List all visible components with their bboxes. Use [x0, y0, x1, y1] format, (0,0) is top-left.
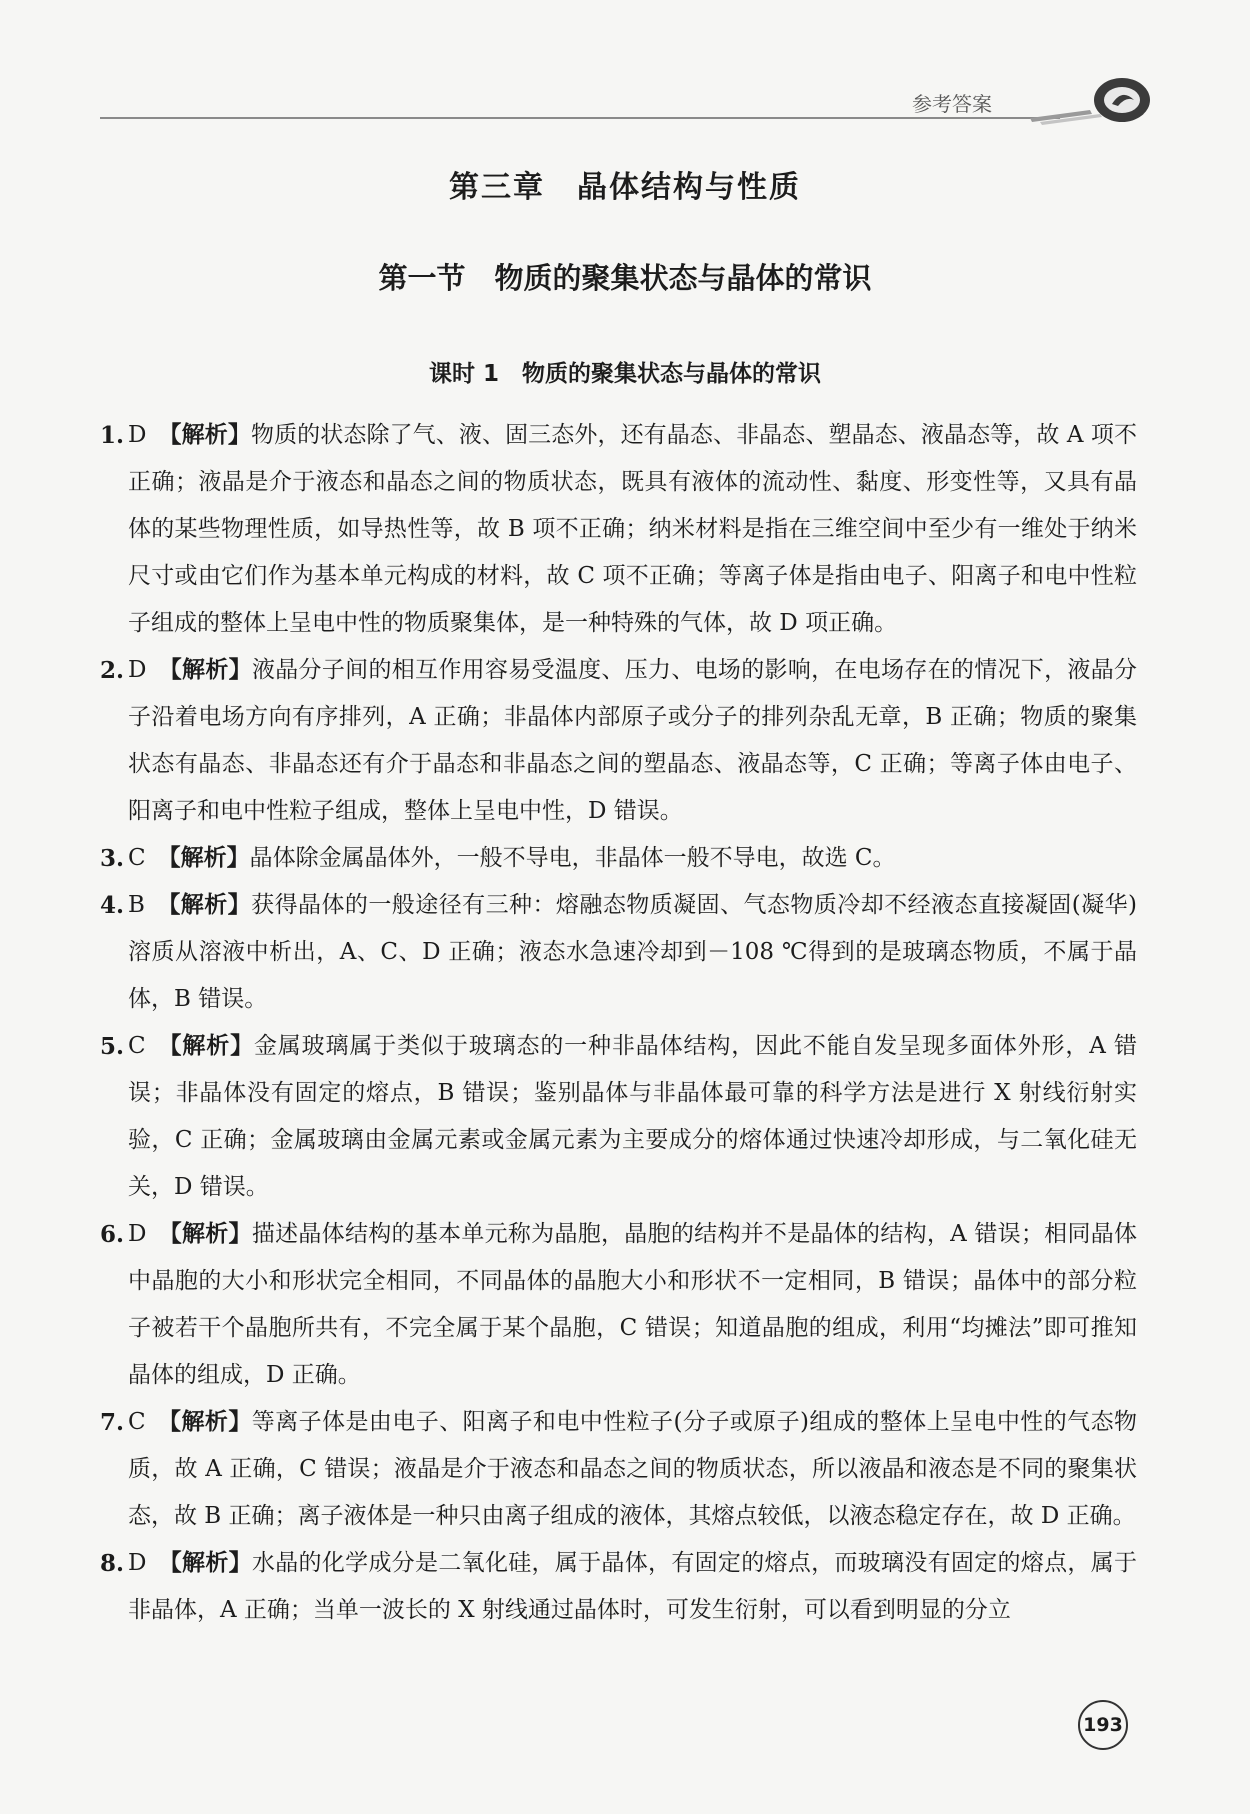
section-title: 第一节 物质的聚集状态与晶体的常识 — [378, 261, 872, 295]
answer-item-4 — [100, 882, 1137, 1023]
answer-option: C — [128, 1033, 146, 1059]
answer-item-2 — [100, 647, 1137, 835]
answer-text: 液晶分子间的相互作用容易受温度、压力、电场的影响，在电场存在的情况下，液晶分子沿着电场方向有序排列，A 正确；非晶体内部原子或分子的排列杂乱无章，B 正确；物质的聚集状态有晶态、非晶态还有介于晶态和非晶态之间的塑晶态、液晶态等，C 正确；等离子体由电子、阳离子和电中性粒子组成，整体上呈电中性，D 错误。 — [128, 657, 1138, 824]
answer-number: 5. — [100, 1033, 125, 1060]
analysis-tag: 【解析】 — [156, 892, 252, 918]
answer-option: D — [128, 422, 147, 448]
answer-number: 6. — [100, 1221, 125, 1248]
analysis-tag: 【解析】 — [158, 422, 251, 448]
header-label: 参考答案 — [912, 92, 992, 116]
answer-list — [100, 412, 1137, 1634]
chapter-title: 第三章 晶体结构与性质 — [449, 170, 801, 205]
answer-text: 描述晶体结构的基本单元称为晶胞，晶胞的结构并不是晶体的结构，A 错误；相同晶体中晶胞的大小和形状完全相同，不同晶体的晶胞大小和形状不一定相同，B 错误；晶体中的部分粒子被若干个晶胞所共有，不完全属于某个晶胞，C 错误；知道晶胞的组成，利用“均摊法”即可推知晶体的组成，D 正确。 — [128, 1221, 1138, 1388]
answer-option: D — [128, 657, 147, 683]
header-rule — [100, 117, 1060, 119]
answer-number: 1. — [100, 422, 125, 449]
answer-option: C — [128, 1409, 146, 1435]
answer-number: 8. — [100, 1550, 125, 1577]
analysis-tag: 【解析】 — [158, 657, 252, 683]
answer-item-7 — [100, 1399, 1137, 1540]
analysis-tag: 【解析】 — [157, 1409, 252, 1435]
answer-item-6 — [100, 1211, 1137, 1399]
answer-item-5 — [100, 1023, 1137, 1211]
answer-number: 4. — [100, 892, 125, 919]
answer-item-8 — [100, 1540, 1137, 1634]
answer-item-3 — [100, 835, 1137, 882]
lesson-title: 课时 1 物质的聚集状态与晶体的常识 — [428, 361, 821, 387]
answer-text: 金属玻璃属于类似于玻璃态的一种非晶体结构，因此不能自发呈现多面体外形，A 错误；非晶体没有固定的熔点，B 错误；鉴别晶体与非晶体最可靠的科学方法是进行 X 射线衍射实验，C 正确；金属玻璃由金属元素或金属元素为主要成分的熔体通过快速冷却形成，与二氧化硅无关，D 错误。 — [128, 1033, 1138, 1200]
answer-text: 等离子体是由电子、阳离子和电中性粒子(分子或原子)组成的整体上呈电中性的气态物质，故 A 正确，C 错误；液晶是介于液态和晶态之间的物质状态，所以液晶和液态是不同的聚集状态，故 B 正确；离子液体是一种只由离子组成的液体，其熔点较低，以液态稳定存在，故 D 正确。 — [128, 1409, 1138, 1529]
answer-option: C — [128, 845, 146, 871]
page-number: 193 — [1078, 1700, 1128, 1750]
analysis-tag: 【解析】 — [158, 1221, 252, 1247]
answer-number: 7. — [100, 1409, 125, 1436]
analysis-tag: 【解析】 — [157, 845, 250, 871]
answer-option: B — [128, 892, 145, 918]
answer-item-1 — [100, 412, 1137, 647]
answer-number: 2. — [100, 657, 125, 684]
answer-text: 获得晶体的一般途径有三种：熔融态物质凝固、气态物质冷却不经液态直接凝固(凝华)溶质从溶液中析出，A、C、D 正确；液态水急速冷却到－108 ℃得到的是玻璃态物质，不属于晶体，B 错误。 — [128, 892, 1138, 1012]
analysis-tag: 【解析】 — [158, 1550, 252, 1576]
header-decoration-icon — [1030, 70, 1170, 130]
answer-text: 物质的状态除了气、液、固三态外，还有晶态、非晶态、塑晶态、液晶态等，故 A 项不正确；液晶是介于液态和晶态之间的物质状态，既具有液体的流动性、黏度、形变性等，又具有晶体的某些物理性质，如导热性等，故 B 项不正确；纳米材料是指在三维空间中至少有一维处于纳米尺寸或由它们作为基本单元构成的材料，故 C 项不正确；等离子体是指由电子、阳离子和电中性粒子组成的整体上呈电中性的物质聚集体，是一种特殊的气体，故 D 项正确。 — [128, 422, 1138, 636]
answer-option: D — [128, 1550, 147, 1576]
analysis-tag: 【解析】 — [157, 1033, 254, 1059]
answer-number: 3. — [100, 845, 125, 872]
answer-text: 晶体除金属晶体外，一般不导电，非晶体一般不导电，故选 C。 — [249, 845, 896, 871]
answer-text: 水晶的化学成分是二氧化硅，属于晶体，有固定的熔点，而玻璃没有固定的熔点，属于非晶体，A 正确；当单一波长的 X 射线通过晶体时，可发生衍射，可以看到明显的分立 — [128, 1550, 1138, 1623]
answer-option: D — [128, 1221, 147, 1247]
